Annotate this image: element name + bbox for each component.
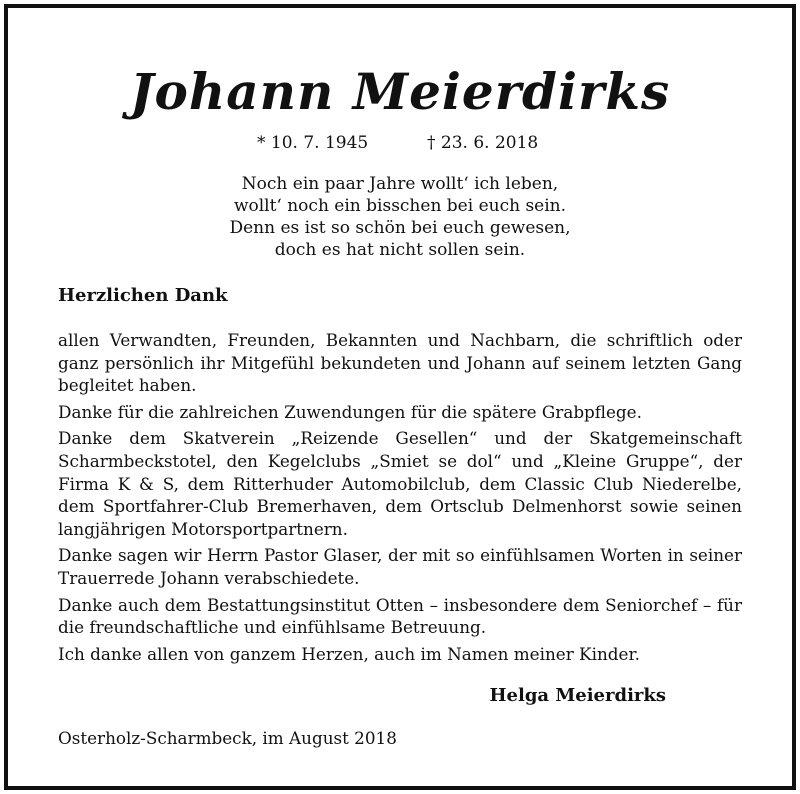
- death-date: † 23. 6. 2018: [427, 133, 539, 153]
- place-and-date: Osterholz-Scharmbeck, im August 2018: [58, 728, 397, 748]
- thanks-paragraph: Danke für die zahlreichen Zuwendungen für die spätere Grabpflege.: [58, 401, 642, 422]
- poem-line: wollt‘ noch ein bisschen bei euch sein.: [233, 196, 567, 216]
- poem-line: doch es hat nicht sollen sein.: [274, 240, 526, 260]
- birth-date: * 10. 7. 1945: [257, 133, 369, 153]
- signature: Helga Meierdirks: [489, 685, 666, 706]
- poem-line: Denn es ist so schön bei euch gewesen,: [229, 218, 571, 238]
- memorial-poem: [0, 173, 800, 261]
- thanks-paragraph: Danke sagen wir Herrn Pastor Glaser, der mit so einfühlsamen Worten in seiner Trauerrede Johann verabschiedete.: [58, 545, 742, 588]
- thanks-paragraph: Danke auch dem Bestattungsinstitut Otten – insbesondere dem Seniorchef – für die freundschaftliche und einfühlsame Betreuung.: [58, 594, 742, 638]
- thanks-body: [58, 329, 742, 669]
- thanks-paragraph: Ich danke allen von ganzem Herzen, auch im Namen meiner Kinder.: [58, 643, 640, 664]
- thanks-paragraph: allen Verwandten, Freunden, Bekannten und Nachbarn, die schriftlich oder ganz persönlich ihr Mitgefühl bekundeten und Johann auf seinem letzten Gang begleitet haben.: [58, 330, 742, 396]
- thanks-heading: Herzlichen Dank: [58, 285, 228, 306]
- deceased-name: Johann Meierdirks: [129, 62, 671, 121]
- thanks-paragraph: Danke dem Skatverein „Reizende Gesellen“ und der Skatgemeinschaft Scharmbeckstotel, den Kegelclubs „Smiet se dol“ und „Kleine Gruppe“, der Firma K & S, dem Ritterhuder Automobilclub, dem Classic Club Niederelbe, dem Sportfahrer-Club Bremerhaven, dem Ortsclub Delmenhorst sowie seinen langjährigen Motorsportpartnern.: [58, 428, 742, 539]
- poem-line: Noch ein paar Jahre wollt‘ ich leben,: [241, 174, 559, 194]
